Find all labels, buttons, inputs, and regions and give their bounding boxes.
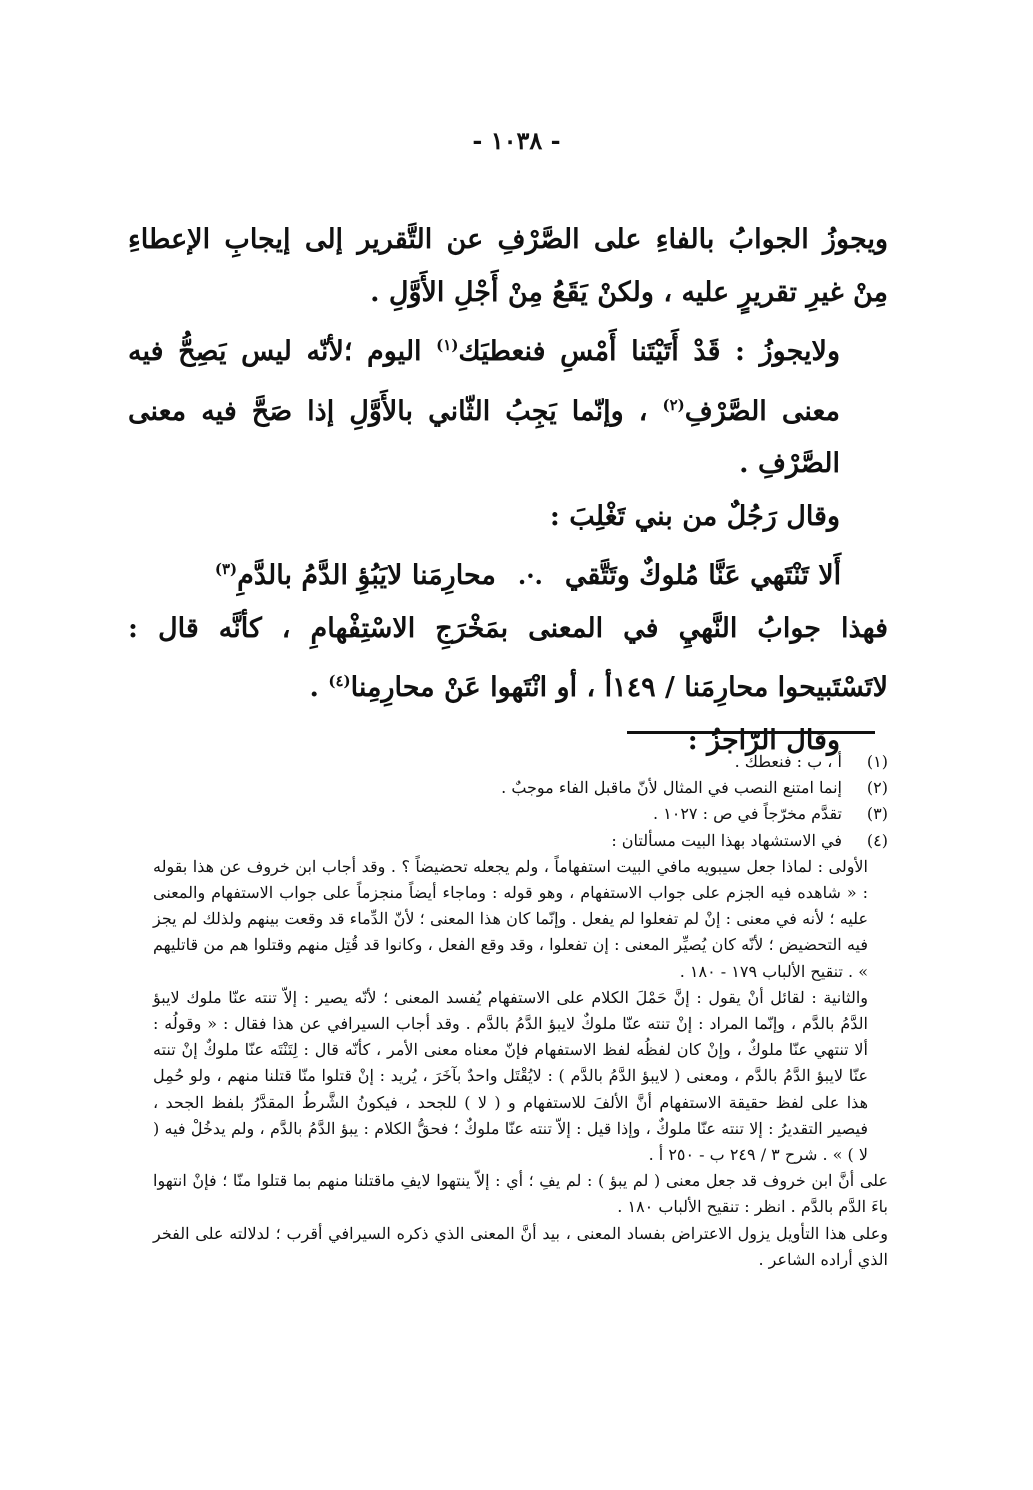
verse-second-hemistich: [215, 543, 496, 603]
footnote-number: (٣): [866, 804, 888, 824]
paragraph-text: فهذا جوابُ النَّهيِ في المعنى بمَخْرَجِ الاسْتِفْهامِ ، كأنَّه قال : لاتَسْتَبيحوا محارِمَنا / ١٤٩أ ، أو انْتَهوا عَنْ محارِمِنا: [128, 612, 888, 703]
footnotes: [153, 749, 888, 1273]
footnote-2: [153, 775, 888, 801]
footnote-number: (١): [866, 752, 888, 771]
footnote-ref-4[interactable]: (٤): [328, 672, 351, 690]
poetry-verse: [128, 543, 888, 603]
footnote-3: [153, 801, 888, 827]
footnote-4-ibn-kharuf: على أنَّ ابن خروف قد جعل معنى ( لم يبؤ ) : لم يفِ ؛ أي : إلاّ ينتهوا لايفِ ماقتلنا منهم بما قتلوا منّا ؛ فإنْ انتهوا باءَ الدَّم بالدَّم . انظر : تنقيح الألباب ١٨٠ .: [153, 1171, 888, 1217]
paragraph-jawab-bil-fa: ويجوزُ الجوابُ بالفاءِ على الصَّرْفِ عن التَّقرير إلى إيجابِ الإعطاءِ مِنْ غيرِ تقريرٍ عليه ، ولكنْ يَقَعُ مِنْ أَجْلِ الأَوَّلِ .: [128, 224, 888, 308]
verse-text: محارِمَنا لايَبُؤِ الدَّمُ بالدَّمِ: [237, 560, 496, 591]
paragraph-text: ولايجوزُ : قَدْ أَتَيْتَنا أَمْسِ فنعطيَك: [458, 336, 840, 367]
verse-intro-rajiz: وقال الرّاجزُ :: [687, 724, 840, 756]
paragraph-text: ، وإنّما يَجِبُ الثّاني بالأَوَّلِ إذا صَحَّ فيه معنى الصَّرْفِ .: [128, 395, 840, 479]
footnote-number: (٤): [866, 830, 888, 850]
footnote-text: أ ، ب : فنعطك .: [734, 752, 842, 771]
verse-first-hemistich: أَلا تَنْتَهي عَنَّا مُلوكٌ وتَتَّقي: [564, 560, 842, 591]
footnote-number: (٢): [866, 778, 888, 798]
paragraph-text: اليوم ؛لأنّه ليس يَصِحُّ فيه معنى الصَّرْفِ: [128, 336, 840, 427]
main-text: [128, 214, 888, 767]
footnote-ref-3[interactable]: (٣): [214, 560, 238, 578]
verse-separator: .·.: [517, 561, 543, 590]
footnote-4-conclusion: وعلى هذا التأويل يزول الاعتراض بفساد المعنى ، بيد أنَّ المعنى الذي ذكره السيرافي أقرب ؛ لدلالته على الفخر الذي أراده الشاعر .: [153, 1223, 888, 1269]
verse-intro: وقال رَجُلٌ من بني تَغْلِبَ :: [549, 500, 840, 532]
paragraph-text: .: [309, 672, 329, 703]
footnote-ref-2[interactable]: (٢): [662, 395, 685, 414]
footnote-text: إنما امتنع النصب في المثال لأنّ ماقبل الفاء موجبٌ .: [501, 778, 842, 798]
footnote-1: [153, 749, 888, 775]
page-number: - ١٠٣٨ -: [472, 126, 561, 155]
footnote-divider: [627, 731, 875, 734]
footnote-4: [153, 828, 888, 854]
footnote-text: تقدَّم مخرّجاً في ص : ١٠٢٧ .: [652, 804, 842, 824]
paragraph-explanation: [128, 603, 888, 715]
footnote-4-second-issue: والثانية : لقائل أنْ يقول : إنَّ حَمْلَ الكلام على الاستفهام يُفسد المعنى ؛ لأنّه يصير : إلاّ تنته عنّا ملوك لايبؤ الدَّمُ بالدَّم ، وإنّما المراد : إنْ تنته عنّا ملوكٌ لايبؤ الدَّمُ بالدَّم . وقد أجاب السيرافي عن هذا فقال : « وقولُه : ألا تنتهي عنّا ملوكٌ ، وإنْ كان لفظُه لفظ الاستفهام فإنّ معناه معنى الأمر ، كأنّه قال : لِتَنْتَه عنّا ملوكٌ إنْ تنته عنّا لايبؤ الدَّمُ بالدَّم ، ومعنى ( لايبؤ الدَّمُ بالدَّم ) : لايُقْتَل واحدٌ بآخَرَ ، يُريد : إنْ قتلوا منّا قتلنا منهم ، ولو حُمِل هذا على لفظ حقيقة الاستفهام أنَّ الألفَ للاستفهام و ( لا ) للجحد ، فيكونُ الشَّرطُ المقدَّرُ بلفظ الجحد ، فيصير التقديرُ : إلا تنته عنّا ملوكٌ ، وإذا قيل : إلاّ تنته عنّا ملوكٌ ؛ فحقُّ الكلام : يبؤ الدَّمُ بالدَّم ، ولم يدخُلْ فيه ( لا ) » . شرح ٣ / ٢٤٩ ب - ٢٥٠ أ .: [153, 987, 869, 1165]
footnote-ref-1[interactable]: (١): [436, 336, 459, 354]
paragraph-la-yajuz: [128, 319, 888, 491]
footnote-text: في الاستشهاد بهذا البيت مسألتان :: [611, 830, 842, 850]
footnote-4-first-issue: الأولى : لماذا جعل سيبويه مافي البيت استفهاماً ، ولم يجعله تحضيضاً ؟ . وقد أجاب ابن خروف عن هذا بقوله : « شاهده فيه الجزم على جواب الاستفهام ، وهو قوله : وماجاء أيضاً منجزماً على جواب الاستفهام والمعنى عليه ؛ لأنه في معنى : إنْ لم تفعلوا لم يفعل . وإنّما كان هذا المعنى ؛ لأنّ الدِّماء قد وقعت بينهم ولذلك لم يجز فيه التحضيض ؛ لأنّه كان يُصيِّر المعنى : إن تفعلوا ، وقد وقع الفعل ، وكانوا قد قُتِل منهم وقتلوا هم من قاتليهم » . تنقيح الألباب ١٧٩ - ١٨٠ .: [153, 856, 868, 981]
